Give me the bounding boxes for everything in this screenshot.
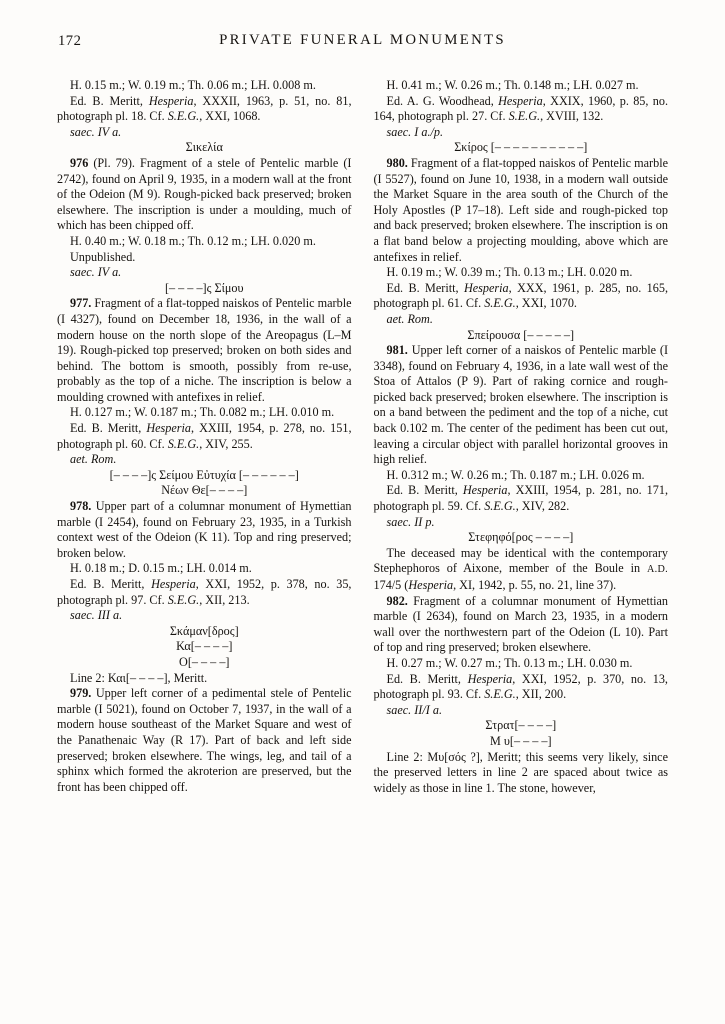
- date-label: aet. Rom.: [70, 452, 117, 467]
- date-label: saec. IV a.: [70, 265, 122, 280]
- era-abbreviation: A.D.: [646, 564, 668, 576]
- dimensions-line: H. 0.41 m.; W. 0.26 m.; Th. 0.148 m.; LH. 0.027 m.: [386, 78, 639, 92]
- edition-line: [57, 94, 352, 125]
- entry-978-paragraph: [57, 499, 352, 561]
- entry-980-paragraph: [374, 156, 669, 265]
- seg-name: S.E.G.: [484, 687, 516, 702]
- running-title: PRIVATE FUNERAL MONUMENTS: [219, 32, 506, 48]
- journal-name: Hesperia: [463, 280, 509, 295]
- edition-line: [57, 577, 352, 608]
- right-column: [374, 78, 669, 796]
- entry-text: Fragment of a flat-topped naiskos of Pentelic marble (I 4327), found on December 18, 1936, in the wall of a modern house on the north slope of the Areopagus (L–M 19). Rough-picked top preserved; broken on both sides and behind. The bottom is smooth, possibly from re-use, probably as the top of a niche. The inscription is below a moulding crowned with antefixes in relief.: [57, 296, 352, 404]
- entry-number: 981.: [386, 343, 408, 358]
- entry-text: Fragment of a columnar monument of Hymettian marble (I 2634), found on March 23, 1935, in a modern wall over the northwestern part of the Odeion (L 10). Part of top and ring preserved; broken elsewhere.: [373, 593, 668, 655]
- citation-text: Ed. B. Meritt,: [70, 577, 152, 591]
- citation-text: , XXI, 1068.: [199, 109, 261, 124]
- entry-text: Upper left corner of a naiskos of Pentelic marble (I 3348), found on February 4, 1936, in a late wall west of the Stoa of Attalos (P 9). Part of raking cornice and rough-picked back preserved; broken elsewhere. The inscription is on a band between the pediment and the top of a niche, cut back 0.102 m. The center of the pediment has been cut out, leaving a circular object with parallel horizontal grooves in high relief.: [373, 343, 668, 467]
- citation-text: Ed. B. Meritt,: [386, 671, 468, 686]
- citation-text: , XXI, 1952, p. 378, no. 35, photograph pl. 97. Cf.: [57, 577, 352, 607]
- journal-name: Hesperia: [151, 577, 196, 591]
- greek-inscription-line: Σικελία: [185, 140, 223, 155]
- entry-976-paragraph: [57, 156, 352, 234]
- citation-text: , XXI, 1952, p. 370, no. 13, photograph pl. 93. Cf.: [373, 671, 668, 702]
- citation-text: , XII, 213.: [199, 592, 250, 607]
- entry-982-paragraph: [374, 594, 669, 656]
- entry-981-paragraph: [374, 343, 669, 468]
- greek-inscription-line: Νέων Θε[– – – –]: [161, 483, 248, 498]
- date-label: saec. II/I a.: [386, 702, 442, 717]
- dimensions-line: H. 0.18 m.; D. 0.15 m.; LH. 0.014 m.: [70, 561, 252, 576]
- edition-line: [374, 281, 669, 312]
- greek-inscription-line: [– – – –]ς Σίμου: [164, 280, 244, 295]
- entry-text: Upper left corner of a pedimental stele of Pentelic marble (I 5021), found on October 7, 1937, in the wall of a modern house southeast of the Market Square and west of the Panathenaic Way (R 17). Part of back and left side preserved; broken elsewhere. The wings, leg, and tail of a sphinx which formed the akroterion are preserved, but the front has been chipped off.: [57, 686, 352, 794]
- edition-line: [57, 421, 352, 452]
- greek-inscription-line: Σκάμαν[δρος]: [169, 623, 239, 638]
- dimensions-line: H. 0.127 m.; W. 0.187 m.; Th. 0.082 m.; LH. 0.010 m.: [70, 405, 335, 420]
- citation-text: , XXXII, 1963, p. 51, no. 81, photograph pl. 18. Cf.: [57, 93, 352, 124]
- two-column-text: [57, 78, 668, 796]
- entry-number: 977.: [70, 296, 92, 311]
- date-label: saec. IV a.: [70, 124, 122, 139]
- seg-name: S.E.G.: [167, 109, 200, 124]
- entry-977-paragraph: [57, 296, 352, 405]
- seg-name: S.E.G.: [484, 499, 516, 514]
- dimensions-line: H. 0.27 m.; W. 0.27 m.; Th. 0.13 m.; LH. 0.030 m.: [386, 655, 633, 670]
- page-header: [57, 32, 668, 54]
- date-label: saec. III a.: [70, 608, 123, 623]
- commentary-text: 174/5 (: [373, 578, 409, 592]
- greek-inscription-line: Στεφηφό[ρος – – – –]: [468, 530, 574, 545]
- citation-text: , XXIII, 1954, p. 278, no. 151, photograph pl. 60. Cf.: [57, 421, 352, 451]
- edition-line: [374, 94, 669, 125]
- date-label: aet. Rom.: [386, 311, 433, 326]
- date-label: saec. II p.: [386, 514, 435, 529]
- commentary-text: The deceased may be identical with the contemporary Stephephoros of Aixone, member of the Boule in: [373, 545, 668, 576]
- greek-inscription-line: Μ υ[– – – –]: [489, 733, 552, 748]
- citation-text: Ed. B. Meritt,: [70, 421, 147, 436]
- citation-text: Ed. B. Meritt,: [386, 483, 463, 498]
- seg-name: S.E.G.: [508, 109, 541, 124]
- entry-text: Upper part of a columnar monument of Hymettian marble (I 2454), found on February 23, 1935, in a Turkish context west of the Odeion (K 11). Top and ring preserved; broken below.: [57, 499, 352, 560]
- entry-979-paragraph: [57, 686, 352, 795]
- greek-inscription-line: [– – – –]ς Σείμου Εὐτυχία [– – – – – –]: [109, 467, 299, 482]
- citation-text: , XXX, 1961, p. 285, no. 165, photograph pl. 61. Cf.: [373, 280, 668, 311]
- page-number: 172: [58, 33, 82, 49]
- citation-text: , XXIX, 1960, p. 85, no. 164, photograph pl. 27. Cf.: [373, 93, 669, 124]
- dimensions-line: H. 0.40 m.; W. 0.18 m.; Th. 0.12 m.; LH. 0.020 m.: [70, 233, 316, 248]
- citation-text: , XXI, 1070.: [515, 296, 577, 311]
- journal-name: Hesperia: [498, 93, 543, 108]
- dimensions-line: H. 0.19 m.; W. 0.39 m.; Th. 0.13 m.; LH. 0.020 m.: [386, 265, 633, 280]
- date-label: saec. I a./p.: [386, 124, 444, 139]
- entry-number: 979.: [70, 686, 92, 701]
- seg-name: S.E.G.: [167, 592, 200, 607]
- greek-inscription-line: Στρατ[– – – –]: [485, 718, 557, 733]
- greek-inscription-line: Σπείρουσα [– – – – –]: [467, 327, 575, 342]
- entry-number: 978.: [70, 499, 92, 514]
- publication-status: Unpublished.: [70, 249, 136, 264]
- entry-number: 976: [70, 155, 89, 170]
- seg-name: S.E.G.: [167, 436, 200, 451]
- line-commentary: Line 2: Και[– – – –], Meritt.: [70, 670, 208, 685]
- commentary-text: , XI, 1942, p. 55, no. 21, line 37).: [453, 578, 617, 592]
- greek-inscription-line: Σκίρος [– – – – – – – – – –]: [454, 140, 588, 155]
- citation-text: Ed. A. G. Woodhead,: [386, 93, 499, 108]
- greek-inscription-line: Κα[– – – –]: [176, 639, 233, 654]
- journal-name: Hesperia: [467, 671, 513, 686]
- entry-text: (Pl. 79). Fragment of a stele of Pentelic marble (I 2742), found on April 9, 1935, in a modern wall at the front of the Odeion (M 9). Rough-picked back preserved; broken elsewhere. The inscription is under a moulding, much of which has been chipped off.: [57, 155, 352, 233]
- journal-name: Hesperia: [408, 578, 454, 592]
- journal-name: Hesperia: [148, 93, 194, 108]
- entry-number: 980.: [386, 155, 408, 170]
- journal-name: Hesperia: [462, 483, 508, 498]
- citation-text: Ed. B. Meritt,: [386, 280, 464, 295]
- citation-text: Ed. B. Meritt,: [70, 93, 149, 108]
- edition-line: [374, 672, 669, 703]
- entry-text: Fragment of a flat-topped naiskos of Pentelic marble (I 5527), found on June 10, 1938, in a modern wall outside the Market Square in the area south of the Church of the Holy Apostles (P 17–18). Left side and rough-picked top and back preserved; broken elsewhere. The inscription is on a flat band below a projecting moulding, above which are antefixes in relief.: [373, 155, 668, 264]
- citation-text: , XII, 200.: [515, 687, 567, 702]
- edition-line: [374, 483, 669, 514]
- line-commentary: Line 2: Μυ[σός ?], Meritt; this seems very likely, since the preserved letters in line 2 are spaced about twice as widely as those in line 1. The stone, however,: [373, 749, 668, 795]
- seg-name: S.E.G.: [484, 296, 516, 311]
- identity-commentary: [374, 546, 669, 594]
- citation-text: , XIV, 282.: [515, 499, 570, 514]
- greek-inscription-line: Ο[– – – –]: [179, 654, 230, 669]
- citation-text: , XXIII, 1954, p. 281, no. 171, photograph pl. 59. Cf.: [373, 483, 668, 514]
- dimensions-line: H. 0.15 m.; W. 0.19 m.; Th. 0.06 m.; LH. 0.008 m.: [70, 78, 316, 92]
- citation-text: , XVIII, 132.: [540, 109, 604, 124]
- left-column: [57, 78, 352, 796]
- entry-number: 982.: [386, 593, 408, 608]
- citation-text: , XIV, 255.: [199, 436, 253, 451]
- journal-name: Hesperia: [146, 421, 192, 436]
- dimensions-line: H. 0.312 m.; W. 0.26 m.; Th. 0.187 m.; LH. 0.026 m.: [386, 467, 645, 482]
